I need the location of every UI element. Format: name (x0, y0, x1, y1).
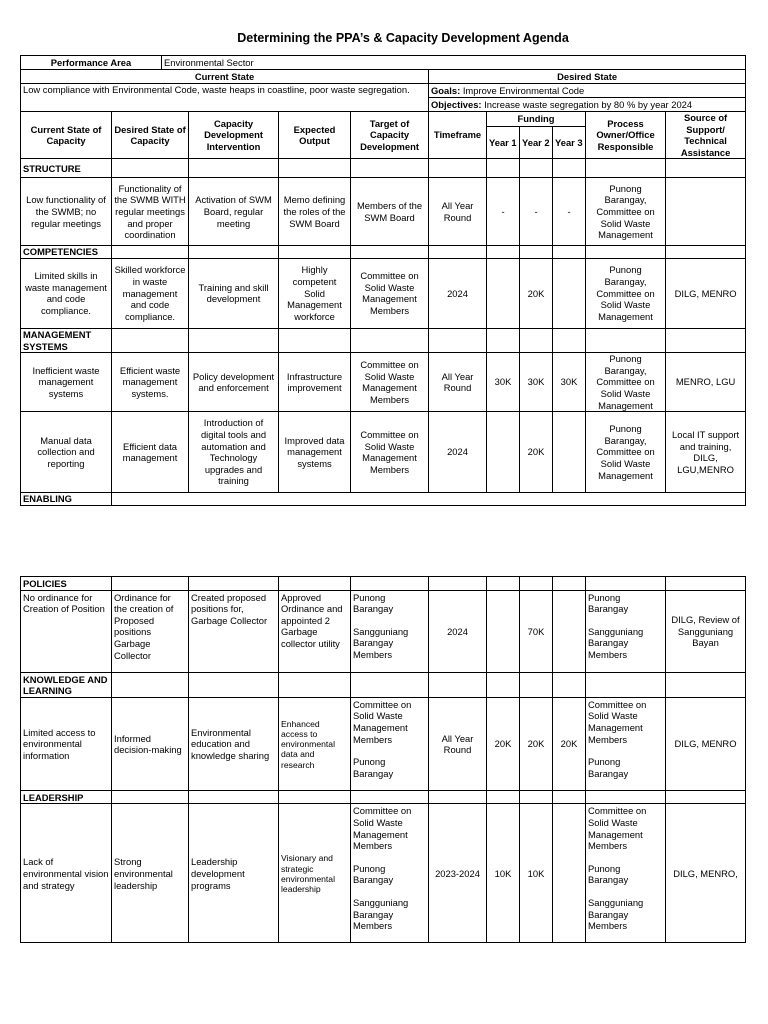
current-state-heading: Current State (21, 70, 429, 84)
section-leadership (21, 790, 746, 804)
target-cell: Members of the SWM Board (351, 178, 429, 246)
intervention-cell: Training and skill development (189, 258, 279, 328)
owner-cell: Punong Barangay, Committee on Solid Waste Management (586, 178, 666, 246)
state-content-row (21, 84, 746, 98)
col-source: Source of Support/ Technical Assistance (666, 112, 746, 159)
intervention-cell: Policy development and enforcement (189, 353, 279, 412)
owner-cell (586, 590, 666, 672)
desired-state-cell: Ordinance for the creation of Proposed positions Garbage Collector (112, 590, 189, 672)
col-year-2: Year 2 (520, 127, 553, 159)
target-line: Sangguniang Barangay Members (353, 896, 409, 932)
objectives-value: Increase waste segregation by 80 % by year 2024 (484, 98, 693, 110)
intervention-cell: Created proposed positions for, Garbage Collector (189, 590, 279, 672)
timeframe-cell: 2023-2024 (429, 804, 487, 943)
table-row (21, 590, 746, 672)
owner-cell (586, 804, 666, 943)
year1-cell: 10K (487, 804, 520, 943)
intervention-cell: Introduction of digital tools and automation and Technology upgrades and training (189, 412, 279, 493)
section-label: MANAGEMENT SYSTEMS (21, 328, 112, 352)
current-state-cell: Low functionality of the SWMB; no regular meetings (21, 178, 112, 246)
desired-state-cell: Functionality of the SWMB WITH regular meetings and proper coordination (112, 178, 189, 246)
year1-cell (487, 412, 520, 493)
col-expected-output: Expected Output (279, 112, 351, 159)
target-line: Punong Barangay (353, 591, 394, 615)
owner-line: Committee on Solid Waste Management Members (588, 698, 647, 745)
owner-cell: Punong Barangay, Committee on Solid Waste Management (586, 353, 666, 412)
col-target: Target of Capacity Development (351, 112, 429, 159)
section-label: COMPETENCIES (21, 246, 112, 259)
owner-cell: Punong Barangay, Committee on Solid Waste Management (586, 258, 666, 328)
target-line: Sangguniang Barangay Members (353, 625, 409, 660)
year2-cell: 20K (520, 258, 553, 328)
intervention-cell: Environmental education and knowledge sharing (189, 697, 279, 790)
goals-label: Goals: (431, 84, 461, 96)
output-cell: Approved Ordinance and appointed 2 Garbage collector utility (279, 590, 351, 672)
current-state-cell: Manual data collection and reporting (21, 412, 112, 493)
capacity-table-part-2 (20, 576, 746, 943)
owner-cell: Punong Barangay, Committee on Solid Waste Management (586, 412, 666, 493)
timeframe-cell: 2024 (429, 258, 487, 328)
year2-cell: 20K (520, 412, 553, 493)
document-title: Determining the PPA’s & Capacity Development Agenda (237, 31, 569, 45)
performance-area-row (21, 56, 746, 70)
year3-cell: 20K (553, 697, 586, 790)
section-competencies (21, 246, 746, 259)
source-cell: DILG, MENRO, (666, 804, 746, 943)
year3-cell (553, 590, 586, 672)
performance-area-label: Performance Area (21, 56, 162, 70)
target-cell: Committee on Solid Waste Management Members (351, 412, 429, 493)
year1-cell: 20K (487, 697, 520, 790)
year2-cell: 30K (520, 353, 553, 412)
year2-cell: - (520, 178, 553, 246)
year1-cell: 30K (487, 353, 520, 412)
target-cell (351, 697, 429, 790)
year3-cell: 30K (553, 353, 586, 412)
table-row (21, 178, 746, 246)
current-state-cell: Lack of environmental vision and strategy (21, 804, 112, 943)
col-owner: Process Owner/Office Responsible (586, 112, 666, 159)
year3-cell (553, 258, 586, 328)
col-year-3: Year 3 (553, 127, 586, 159)
year2-cell: 20K (520, 697, 553, 790)
current-state-text: Low compliance with Environmental Code, waste heaps in coastline, poor waste segregation. (21, 84, 429, 112)
timeframe-cell: All Year Round (429, 353, 487, 412)
current-state-cell: Limited skills in waste management and code compliance. (21, 258, 112, 328)
owner-line: Committee on Solid Waste Management Members (588, 805, 647, 852)
col-timeframe: Timeframe (429, 112, 487, 159)
output-cell: Infrastructure improvement (279, 353, 351, 412)
table-row (21, 353, 746, 412)
intervention-cell: Activation of SWM Board, regular meeting (189, 178, 279, 246)
year1-cell (487, 590, 520, 672)
target-cell: Committee on Solid Waste Management Members (351, 258, 429, 328)
owner-line: Punong Barangay (588, 591, 629, 615)
objectives-cell (429, 98, 746, 112)
objectives-label: Objectives: (431, 98, 482, 110)
year1-cell (487, 258, 520, 328)
section-management-systems (21, 328, 746, 352)
section-label: ENABLING (21, 493, 112, 506)
output-cell: Highly competent Solid Management workforce (279, 258, 351, 328)
year2-cell: 70K (520, 590, 553, 672)
target-line: Punong Barangay (353, 862, 394, 886)
owner-line: Sangguniang Barangay Members (588, 625, 644, 660)
section-label: POLICIES (21, 577, 112, 591)
output-cell: Visionary and strategic environmental leadership (279, 804, 351, 943)
section-enabling (21, 493, 746, 506)
col-current-state: Current State of Capacity (21, 112, 112, 159)
target-cell: Committee on Solid Waste Management Members (351, 353, 429, 412)
owner-line: Punong Barangay (588, 862, 629, 886)
current-state-cell: Inefficient waste management systems (21, 353, 112, 412)
target-line: Punong Barangay (353, 756, 394, 779)
target-cell (351, 804, 429, 943)
owner-line: Punong Barangay (588, 756, 629, 779)
section-label: KNOWLEDGE AND LEARNING (21, 672, 112, 697)
desired-state-cell: Efficient waste management systems. (112, 353, 189, 412)
current-state-cell: No ordinance for Creation of Position (21, 590, 112, 672)
goals-cell (429, 84, 746, 98)
column-header-row (21, 112, 746, 127)
year3-cell (553, 412, 586, 493)
section-knowledge-learning (21, 672, 746, 697)
target-line: Committee on Solid Waste Management Members (353, 805, 412, 852)
section-structure (21, 159, 746, 178)
col-funding: Funding (487, 112, 586, 127)
timeframe-cell: 2024 (429, 590, 487, 672)
target-line: Committee on Solid Waste Management Members (353, 698, 412, 745)
section-label: LEADERSHIP (21, 790, 112, 804)
target-cell (351, 590, 429, 672)
section-label: STRUCTURE (21, 159, 112, 178)
current-state-cell: Limited access to environmental information (21, 697, 112, 790)
intervention-cell: Leadership development programs (189, 804, 279, 943)
desired-state-cell: Informed decision-making (112, 697, 189, 790)
table-row (21, 258, 746, 328)
timeframe-cell: All Year Round (429, 178, 487, 246)
source-cell (666, 178, 746, 246)
output-cell: Improved data management systems (279, 412, 351, 493)
desired-state-cell: Strong environmental leadership (112, 804, 189, 943)
state-heading-row (21, 70, 746, 84)
year1-cell: - (487, 178, 520, 246)
year3-cell: - (553, 178, 586, 246)
output-cell: Memo defining the roles of the SWM Board (279, 178, 351, 246)
table-row (21, 804, 746, 943)
owner-cell (586, 697, 666, 790)
year3-cell (553, 804, 586, 943)
timeframe-cell: All Year Round (429, 697, 487, 790)
desired-state-heading: Desired State (429, 70, 746, 84)
source-cell: Local IT support and training, DILG, LGU,MENRO (666, 412, 746, 493)
source-cell: DILG, MENRO (666, 697, 746, 790)
capacity-table-part-1 (20, 55, 746, 506)
goals-value: Improve Environmental Code (462, 84, 585, 96)
col-desired-state: Desired State of Capacity (112, 112, 189, 159)
source-cell: MENRO, LGU (666, 353, 746, 412)
col-intervention: Capacity Development Intervention (189, 112, 279, 159)
table-row (21, 697, 746, 790)
section-policies (21, 577, 746, 591)
performance-area-value: Environmental Sector (162, 56, 746, 70)
year2-cell: 10K (520, 804, 553, 943)
table-row (21, 412, 746, 493)
timeframe-cell: 2024 (429, 412, 487, 493)
desired-state-cell: Skilled workforce in waste management and code compliance. (112, 258, 189, 328)
source-cell: DILG, Review of Sangguniang Bayan (666, 590, 746, 672)
output-cell: Enhanced access to environmental data and research (279, 697, 351, 790)
owner-line: Sangguniang Barangay Members (588, 896, 644, 932)
desired-state-cell: Efficient data management (112, 412, 189, 493)
source-cell: DILG, MENRO (666, 258, 746, 328)
col-year-1: Year 1 (487, 127, 520, 159)
